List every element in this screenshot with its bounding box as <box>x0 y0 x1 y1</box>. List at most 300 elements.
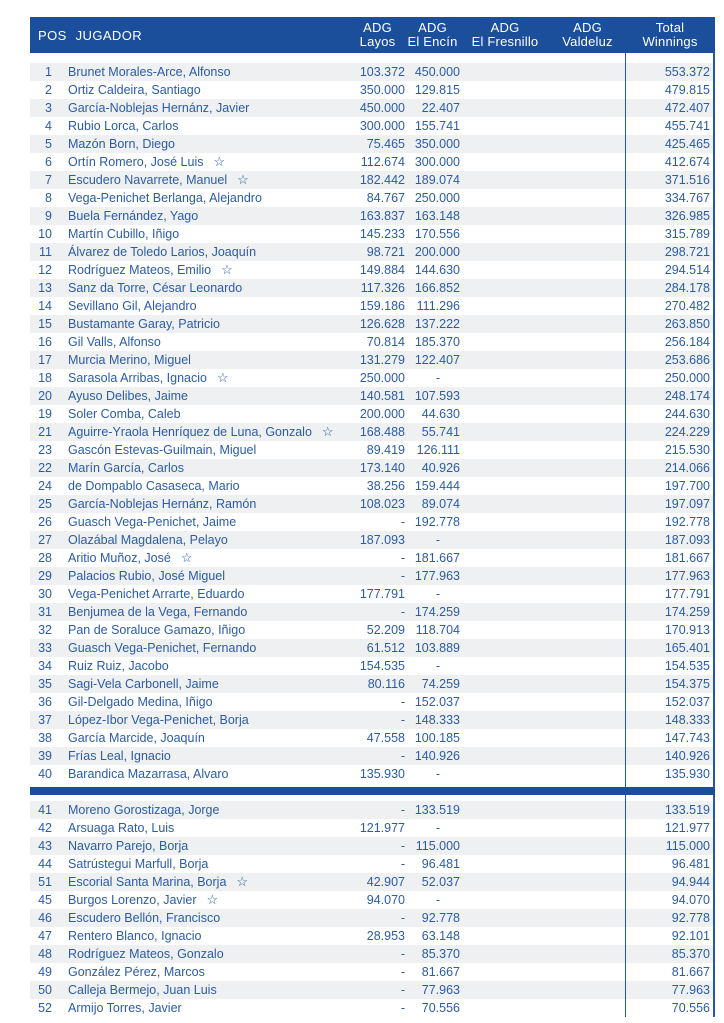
row-adg-layos: - <box>400 839 405 853</box>
row-total-winnings: 294.514 <box>625 261 715 279</box>
header-adg-valdeluz: ADG Valdeluz <box>562 19 613 49</box>
row-pos: 34 <box>38 659 52 673</box>
row-adg-layos: 168.488 <box>359 425 405 439</box>
table-row <box>30 927 715 945</box>
row-pos: 12 <box>38 263 52 277</box>
header-adg-el-encin: ADG El Encín <box>407 19 458 49</box>
row-adg-layos: - <box>400 965 405 979</box>
row-pos: 20 <box>38 389 52 403</box>
table-row <box>30 513 715 531</box>
row-adg-layos: 52.209 <box>366 623 405 637</box>
row-total-winnings: 197.097 <box>625 495 715 513</box>
row-pos: 26 <box>38 515 52 529</box>
table-row <box>30 333 715 351</box>
row-player-name: Bustamante Garay, Patricio <box>68 317 220 331</box>
row-adg-el-encin: 152.037 <box>414 695 460 709</box>
row-adg-layos: 94.070 <box>366 893 405 907</box>
table-row <box>30 387 715 405</box>
row-pos: 23 <box>38 443 52 457</box>
row-adg-el-encin: - <box>435 821 440 835</box>
table-row <box>30 297 715 315</box>
row-adg-layos: 173.140 <box>359 461 405 475</box>
table-row <box>30 819 715 837</box>
table-row <box>30 459 715 477</box>
row-total-winnings: 121.977 <box>625 819 715 837</box>
row-player-name: Rodríguez Mateos, Gonzalo <box>68 947 224 961</box>
row-adg-el-encin: 63.148 <box>421 929 460 943</box>
table-row <box>30 153 715 171</box>
row-player-name: Ruiz Ruiz, Jacobo <box>68 659 169 673</box>
table-row <box>30 747 715 765</box>
row-player-name: Sanz da Torre, César Leonardo <box>68 281 243 295</box>
row-adg-layos: - <box>400 749 405 763</box>
row-adg-layos: 117.326 <box>360 281 405 295</box>
row-player-name: Escudero Navarrete, Manuel ☆ <box>68 172 249 187</box>
row-player-name: Gil-Delgado Medina, Iñigo <box>68 695 213 709</box>
row-adg-layos: - <box>400 569 405 583</box>
row-adg-el-encin: 89.074 <box>421 497 460 511</box>
row-adg-el-encin: - <box>435 767 440 781</box>
table-row <box>30 981 715 999</box>
row-total-winnings: 187.093 <box>625 531 715 549</box>
row-total-winnings: 425.465 <box>625 135 715 153</box>
table-row <box>30 135 715 153</box>
row-player-name: Navarro Parejo, Borja <box>68 839 189 853</box>
table-row <box>30 801 715 819</box>
header-adg-layos: ADG Layos <box>359 19 396 49</box>
row-adg-el-encin: 137.222 <box>414 317 460 331</box>
row-pos: 9 <box>45 209 52 223</box>
table-row <box>30 945 715 963</box>
row-player-name: Buela Fernández, Yago <box>68 209 199 223</box>
row-total-winnings: 174.259 <box>625 603 715 621</box>
table-row <box>30 891 715 909</box>
row-total-winnings: 479.815 <box>625 81 715 99</box>
row-player-name: Ortiz Caldeira, Santiago <box>68 83 201 97</box>
row-total-winnings: 298.721 <box>625 243 715 261</box>
row-pos: 47 <box>38 929 52 943</box>
row-total-winnings: 148.333 <box>625 711 715 729</box>
row-adg-layos: - <box>400 515 405 529</box>
row-pos: 49 <box>38 965 52 979</box>
row-adg-el-encin: 181.667 <box>414 551 460 565</box>
row-player-name: Benjumea de la Vega, Fernando <box>68 605 248 619</box>
row-pos: 5 <box>45 137 52 151</box>
table-row <box>30 639 715 657</box>
row-player-name: Soler Comba, Caleb <box>68 407 181 421</box>
row-total-winnings: 115.000 <box>625 837 715 855</box>
row-adg-el-encin: 118.704 <box>415 623 460 637</box>
row-adg-layos: - <box>400 803 405 817</box>
row-total-winnings: 94.070 <box>625 891 715 909</box>
row-total-winnings: 133.519 <box>625 801 715 819</box>
table-row <box>30 279 715 297</box>
table-row <box>30 675 715 693</box>
row-pos: 44 <box>38 857 52 871</box>
row-adg-el-encin: 115.000 <box>415 839 460 853</box>
row-adg-el-encin: 55.741 <box>421 425 460 439</box>
row-adg-el-encin: 40.926 <box>421 461 460 475</box>
row-adg-layos: - <box>400 947 405 961</box>
row-pos: 13 <box>38 281 52 295</box>
table-row <box>30 441 715 459</box>
row-player-name: Martín Cubillo, Iñigo <box>68 227 180 241</box>
row-adg-layos: 61.512 <box>366 641 405 655</box>
row-player-name: Guasch Vega-Penichet, Jaime <box>68 515 237 529</box>
row-total-winnings: 284.178 <box>625 279 715 297</box>
row-adg-el-encin: 92.778 <box>421 911 460 925</box>
table-header <box>30 17 715 53</box>
row-player-name: Burgos Lorenzo, Javier ☆ <box>68 892 219 907</box>
row-adg-el-encin: 174.259 <box>414 605 460 619</box>
row-adg-el-encin: 74.259 <box>421 677 460 691</box>
row-adg-el-encin: - <box>435 533 440 547</box>
row-player-name: Murcia Merino, Miguel <box>68 353 191 367</box>
table-section-top <box>30 63 715 783</box>
row-player-name: Vega-Penichet Arrarte, Eduardo <box>68 587 245 601</box>
header-left <box>30 28 350 43</box>
row-adg-el-encin: 250.000 <box>414 191 460 205</box>
header-total-winnings: Total Winnings <box>642 19 698 49</box>
row-adg-layos: - <box>400 713 405 727</box>
row-adg-layos: 121.977 <box>359 821 405 835</box>
row-total-winnings: 197.700 <box>625 477 715 495</box>
star-icon: ☆ <box>237 172 249 187</box>
table-row <box>30 81 715 99</box>
row-adg-layos: 112.674 <box>360 155 405 169</box>
row-total-winnings: 256.184 <box>625 333 715 351</box>
row-total-winnings: 170.913 <box>625 621 715 639</box>
table-row <box>30 603 715 621</box>
row-pos: 17 <box>38 353 52 367</box>
row-player-name: Sagi-Vela Carbonell, Jaime <box>68 677 219 691</box>
row-adg-el-encin: 129.815 <box>414 83 460 97</box>
row-adg-el-encin: 192.778 <box>414 515 460 529</box>
row-adg-el-encin: 96.481 <box>421 857 460 871</box>
row-player-name: Vega-Penichet Berlanga, Alejandro <box>68 191 262 205</box>
row-total-winnings: 253.686 <box>625 351 715 369</box>
row-adg-layos: - <box>400 605 405 619</box>
row-adg-layos: - <box>400 695 405 709</box>
row-adg-el-encin: 185.370 <box>414 335 460 349</box>
row-pos: 10 <box>38 227 52 241</box>
row-total-winnings: 96.481 <box>625 855 715 873</box>
row-player-name: Pan de Soraluce Gamazo, Iñigo <box>68 623 246 637</box>
row-adg-el-encin: 107.593 <box>414 389 460 403</box>
row-adg-layos: 70.814 <box>366 335 405 349</box>
row-adg-el-encin: - <box>435 659 440 673</box>
row-player-name: Calleja Bermejo, Juan Luis <box>68 983 217 997</box>
row-pos: 25 <box>38 497 52 511</box>
row-adg-el-encin: 52.037 <box>421 875 460 889</box>
row-adg-el-encin: 200.000 <box>414 245 460 259</box>
row-total-winnings: 70.556 <box>625 999 715 1017</box>
table-row <box>30 549 715 567</box>
winnings-table <box>30 17 715 1017</box>
row-adg-layos: 200.000 <box>359 407 405 421</box>
row-total-winnings: 412.674 <box>625 153 715 171</box>
row-total-winnings: 553.372 <box>625 63 715 81</box>
row-pos: 14 <box>38 299 52 313</box>
row-pos: 43 <box>38 839 52 853</box>
row-adg-layos: - <box>400 551 405 565</box>
row-adg-el-encin: 111.296 <box>416 299 460 313</box>
row-player-name: Armijo Torres, Javier <box>68 1001 182 1015</box>
row-pos: 16 <box>38 335 52 349</box>
table-row <box>30 495 715 513</box>
table-row <box>30 837 715 855</box>
header-gap <box>30 53 715 63</box>
row-player-name: Aritio Muñoz, José ☆ <box>68 550 193 565</box>
row-pos: 32 <box>38 623 52 637</box>
table-row <box>30 621 715 639</box>
star-icon: ☆ <box>213 154 226 169</box>
row-adg-layos: - <box>400 1001 405 1015</box>
row-adg-el-encin: 22.407 <box>421 101 460 115</box>
row-total-winnings: 181.667 <box>625 549 715 567</box>
row-total-winnings: 250.000 <box>625 369 715 387</box>
row-player-name: Barandica Mazarrasa, Alvaro <box>68 767 229 781</box>
row-player-name: Gascón Estevas-Guilmain, Miguel <box>68 443 257 457</box>
table-row <box>30 729 715 747</box>
row-adg-layos: 28.953 <box>366 929 405 943</box>
table-row <box>30 873 715 891</box>
row-player-name: Aguirre-Yraola Henríquez de Luna, Gonzalo ☆ <box>68 424 334 439</box>
row-adg-layos: 140.581 <box>359 389 405 403</box>
row-pos: 8 <box>45 191 52 205</box>
row-pos: 39 <box>38 749 52 763</box>
row-adg-layos: 250.000 <box>359 371 405 385</box>
row-adg-layos: 103.372 <box>359 65 405 79</box>
row-adg-el-encin: 450.000 <box>414 65 460 79</box>
row-player-name: Moreno Gorostizaga, Jorge <box>68 803 220 817</box>
row-player-name: González Pérez, Marcos <box>68 965 205 979</box>
row-total-winnings: 81.667 <box>625 963 715 981</box>
table-row <box>30 171 715 189</box>
row-adg-el-encin: 126.111 <box>416 443 460 457</box>
header-pos: POS <box>38 27 67 43</box>
row-adg-el-encin: 166.852 <box>414 281 460 295</box>
row-adg-el-encin: 140.926 <box>414 749 460 763</box>
table-row <box>30 315 715 333</box>
row-adg-layos: 350.000 <box>359 83 405 97</box>
table-row <box>30 261 715 279</box>
row-adg-el-encin: 159.444 <box>414 479 460 493</box>
row-player-name: Álvarez de Toledo Larios, Joaquín <box>68 245 257 259</box>
table-row <box>30 531 715 549</box>
row-player-name: Escudero Bellón, Francisco <box>68 911 221 925</box>
row-pos: 18 <box>38 371 52 385</box>
row-adg-layos: 149.884 <box>359 263 405 277</box>
row-adg-el-encin: 350.000 <box>414 137 460 151</box>
row-player-name: Satrústegui Marfull, Borja <box>68 857 209 871</box>
row-adg-layos: 159.186 <box>359 299 405 313</box>
row-total-winnings: 315.789 <box>625 225 715 243</box>
row-player-name: Gil Valls, Alfonso <box>68 335 161 349</box>
row-adg-layos: 182.442 <box>359 173 405 187</box>
table-row <box>30 423 715 441</box>
row-player-name: Olazábal Magdalena, Pelayo <box>68 533 228 547</box>
row-player-name: Ortín Romero, José Luis ☆ <box>68 154 226 169</box>
row-adg-layos: 187.093 <box>359 533 405 547</box>
row-player-name: Mazón Born, Diego <box>68 137 176 151</box>
row-pos: 6 <box>45 155 52 169</box>
header-jugador: JUGADOR <box>75 27 143 43</box>
table-row <box>30 63 715 81</box>
table-row <box>30 585 715 603</box>
row-adg-layos: 42.907 <box>366 875 405 889</box>
table-row <box>30 963 715 981</box>
row-player-name: Ayuso Delibes, Jaime <box>68 389 188 403</box>
row-pos: 19 <box>38 407 52 421</box>
row-adg-el-encin: 81.667 <box>421 965 460 979</box>
table-row <box>30 711 715 729</box>
row-adg-layos: - <box>400 983 405 997</box>
row-adg-layos: 163.837 <box>359 209 405 223</box>
table-section-bottom <box>30 801 715 1017</box>
row-pos: 22 <box>38 461 52 475</box>
row-player-name: Rodríguez Mateos, Emilio ☆ <box>68 262 233 277</box>
row-pos: 42 <box>38 821 52 835</box>
star-icon: ☆ <box>216 370 229 385</box>
row-total-winnings: 177.791 <box>625 585 715 603</box>
row-pos: 38 <box>38 731 52 745</box>
row-adg-el-encin: 85.370 <box>421 947 460 961</box>
row-adg-el-encin: 122.407 <box>414 353 460 367</box>
star-icon: ☆ <box>221 262 233 277</box>
star-icon: ☆ <box>236 874 249 889</box>
row-adg-layos: 145.233 <box>359 227 405 241</box>
table-row <box>30 855 715 873</box>
row-player-name: García-Noblejas Hernánz, Javier <box>68 101 250 115</box>
row-adg-el-encin: 77.963 <box>421 983 460 997</box>
row-pos: 15 <box>38 317 52 331</box>
row-adg-el-encin: 189.074 <box>414 173 460 187</box>
row-total-winnings: 214.066 <box>625 459 715 477</box>
row-adg-layos: 47.558 <box>366 731 405 745</box>
row-pos: 37 <box>38 713 52 727</box>
row-player-name: Escorial Santa Marina, Borja ☆ <box>68 874 249 889</box>
table-row <box>30 207 715 225</box>
row-total-winnings: 455.741 <box>625 117 715 135</box>
row-player-name: López-Ibor Vega-Penichet, Borja <box>68 713 249 727</box>
row-total-winnings: 248.174 <box>625 387 715 405</box>
row-pos: 41 <box>38 803 52 817</box>
row-adg-el-encin: 177.963 <box>414 569 460 583</box>
row-total-winnings: 334.767 <box>625 189 715 207</box>
row-total-winnings: 224.229 <box>625 423 715 441</box>
row-adg-el-encin: 103.889 <box>414 641 460 655</box>
row-pos: 7 <box>45 173 52 187</box>
star-icon: ☆ <box>206 892 219 907</box>
row-adg-layos: 89.419 <box>366 443 405 457</box>
row-adg-layos: 300.000 <box>359 119 405 133</box>
row-adg-el-encin: 133.519 <box>414 803 460 817</box>
row-adg-el-encin: - <box>435 587 440 601</box>
row-pos: 46 <box>38 911 52 925</box>
row-total-winnings: 371.516 <box>625 171 715 189</box>
row-total-winnings: 85.370 <box>625 945 715 963</box>
row-pos: 3 <box>45 101 52 115</box>
row-player-name: de Dompablo Casaseca, Mario <box>68 479 240 493</box>
row-total-winnings: 177.963 <box>625 567 715 585</box>
table-row <box>30 909 715 927</box>
row-player-name: Rubio Lorca, Carlos <box>68 119 179 133</box>
row-total-winnings: 326.985 <box>625 207 715 225</box>
table-row <box>30 351 715 369</box>
row-pos: 52 <box>38 1001 52 1015</box>
row-player-name: Guasch Vega-Penichet, Fernando <box>68 641 257 655</box>
row-pos: 21 <box>38 425 52 439</box>
row-total-winnings: 270.482 <box>625 297 715 315</box>
row-total-winnings: 472.407 <box>625 99 715 117</box>
row-adg-el-encin: 44.630 <box>421 407 460 421</box>
row-adg-el-encin: 155.741 <box>414 119 460 133</box>
row-adg-layos: 450.000 <box>359 101 405 115</box>
table-row <box>30 693 715 711</box>
row-pos: 50 <box>38 983 52 997</box>
row-adg-layos: 135.930 <box>359 767 405 781</box>
row-pos: 31 <box>38 605 52 619</box>
table-row <box>30 657 715 675</box>
table-row <box>30 369 715 387</box>
table-row <box>30 117 715 135</box>
row-pos: 2 <box>45 83 52 97</box>
row-total-winnings: 192.778 <box>625 513 715 531</box>
row-player-name: García-Noblejas Hernánz, Ramón <box>68 497 257 511</box>
row-pos: 24 <box>38 479 52 493</box>
star-icon: ☆ <box>180 550 193 565</box>
row-adg-el-encin: 100.185 <box>414 731 460 745</box>
row-adg-el-encin: 144.630 <box>414 263 460 277</box>
row-total-winnings: 94.944 <box>625 873 715 891</box>
row-player-name: Sevillano Gil, Alejandro <box>68 299 197 313</box>
header-adg-el-fresnillo: ADG El Fresnillo <box>471 19 539 49</box>
row-total-winnings: 152.037 <box>625 693 715 711</box>
row-total-winnings: 135.930 <box>625 765 715 783</box>
table-row <box>30 765 715 783</box>
row-pos: 51 <box>38 875 52 889</box>
row-total-winnings: 140.926 <box>625 747 715 765</box>
row-adg-el-encin: 170.556 <box>414 227 460 241</box>
row-player-name: Palacios Rubio, José Miguel <box>68 569 226 583</box>
row-adg-layos: 80.116 <box>367 677 405 691</box>
row-pos: 33 <box>38 641 52 655</box>
table-row <box>30 477 715 495</box>
table-row <box>30 189 715 207</box>
row-player-name: Frías Leal, Ignacio <box>68 749 171 763</box>
table-row <box>30 225 715 243</box>
row-adg-el-encin: 300.000 <box>414 155 460 169</box>
row-adg-layos: 154.535 <box>359 659 405 673</box>
row-pos: 11 <box>39 245 52 259</box>
row-adg-el-encin: 163.148 <box>414 209 460 223</box>
table-row <box>30 999 715 1017</box>
row-adg-layos: 84.767 <box>366 191 405 205</box>
section-divider <box>30 787 715 795</box>
row-adg-layos: 177.791 <box>359 587 405 601</box>
row-total-winnings: 147.743 <box>625 729 715 747</box>
table-row <box>30 99 715 117</box>
row-adg-layos: 75.465 <box>366 137 405 151</box>
row-pos: 27 <box>38 533 52 547</box>
row-total-winnings: 92.778 <box>625 909 715 927</box>
row-pos: 36 <box>38 695 52 709</box>
table-row <box>30 405 715 423</box>
row-player-name: Marín García, Carlos <box>68 461 185 475</box>
row-pos: 29 <box>38 569 52 583</box>
row-adg-layos: 108.023 <box>359 497 405 511</box>
